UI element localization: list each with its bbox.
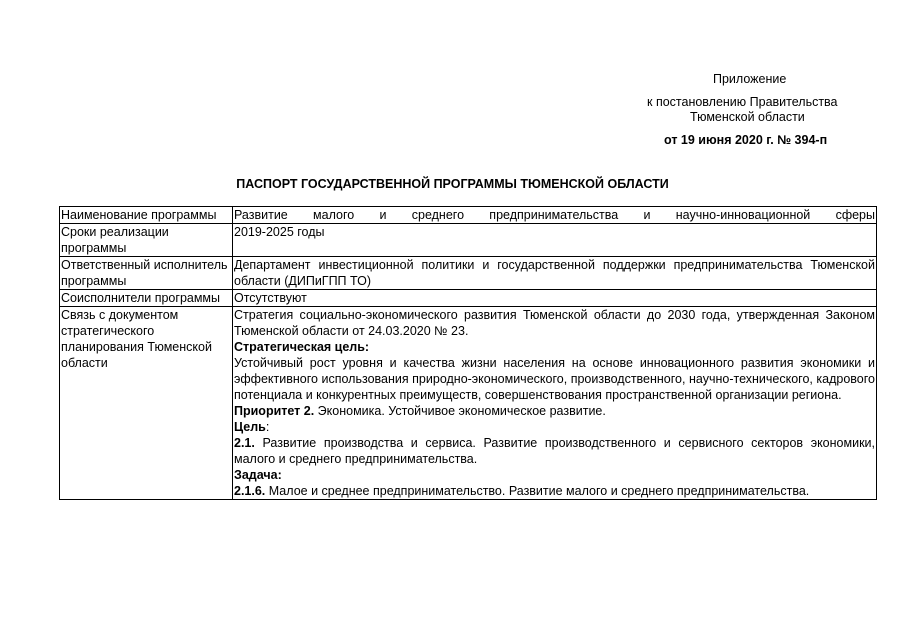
task-number: 2.1.6. — [234, 484, 266, 498]
task-heading: Задача: — [234, 468, 282, 482]
row-value — [233, 307, 877, 500]
program-passport-table — [59, 206, 877, 500]
row-value: Отсутствуют — [233, 290, 877, 307]
priority-label: Приоритет 2. — [234, 404, 315, 418]
appendix-label: Приложение — [713, 72, 787, 86]
aim-line — [234, 435, 875, 467]
strategy-reference: Стратегия социально-экономического развития Тюменской области до 2030 года, утвержденная Законом Тюменской области от 24.03.2020 № 23. — [234, 308, 875, 338]
task-line — [234, 483, 875, 499]
table-row — [60, 207, 877, 224]
aim-text: Развитие производства и сервиса. Развитие производственного и сервисного секторов экономики, малого и среднего предпринимательства. — [234, 436, 875, 466]
aim-heading-line — [234, 419, 875, 435]
row-label: Соисполнители программы — [60, 290, 233, 307]
aim-number: 2.1. — [234, 436, 255, 450]
strategic-goal-text: Устойчивый рост уровня и качества жизни населения на основе инновационного развития экономики и эффективного использования природно-экономического, производственного, научно-технического, кадрового потенциала и конкурентных преимуществ, совершенствования пространственной организации региона. — [234, 356, 875, 402]
row-value: 2019-2025 годы — [233, 224, 877, 257]
priority-line — [234, 403, 875, 419]
row-value: Департамент инвестиционной политики и государственной поддержки предпринимательства Тюменской области (ДИПиГПП ТО) — [234, 258, 875, 288]
table-row — [60, 307, 877, 500]
aim-heading: Цель — [234, 420, 266, 434]
row-label: Ответственный исполнитель программы — [60, 257, 233, 290]
page-title: ПАСПОРТ ГОСУДАРСТВЕННОЙ ПРОГРАММЫ ТЮМЕНСКОЙ ОБЛАСТИ — [236, 177, 669, 191]
row-label: Связь с документом стратегического планирования Тюменской области — [60, 307, 233, 500]
table-row — [60, 224, 877, 257]
task-text: Малое и среднее предпринимательство. Развитие малого и среднего предпринимательства. — [265, 484, 810, 498]
resolution-reference: к постановлению Правительства — [647, 95, 838, 109]
region-name: Тюменской области — [690, 110, 805, 124]
strategic-goal-heading: Стратегическая цель: — [234, 340, 370, 354]
resolution-date-number: от 19 июня 2020 г. № 394-п — [664, 133, 828, 147]
aim-colon: : — [265, 420, 270, 434]
row-label: Сроки реализации программы — [60, 224, 233, 257]
row-label: Наименование программы — [60, 207, 233, 224]
row-value: Развитие малого и среднего предпринимательства и научно-инновационной сферы — [234, 208, 875, 222]
priority-text: Экономика. Устойчивое экономическое развитие. — [314, 404, 606, 418]
table-row — [60, 290, 877, 307]
table-row — [60, 257, 877, 290]
